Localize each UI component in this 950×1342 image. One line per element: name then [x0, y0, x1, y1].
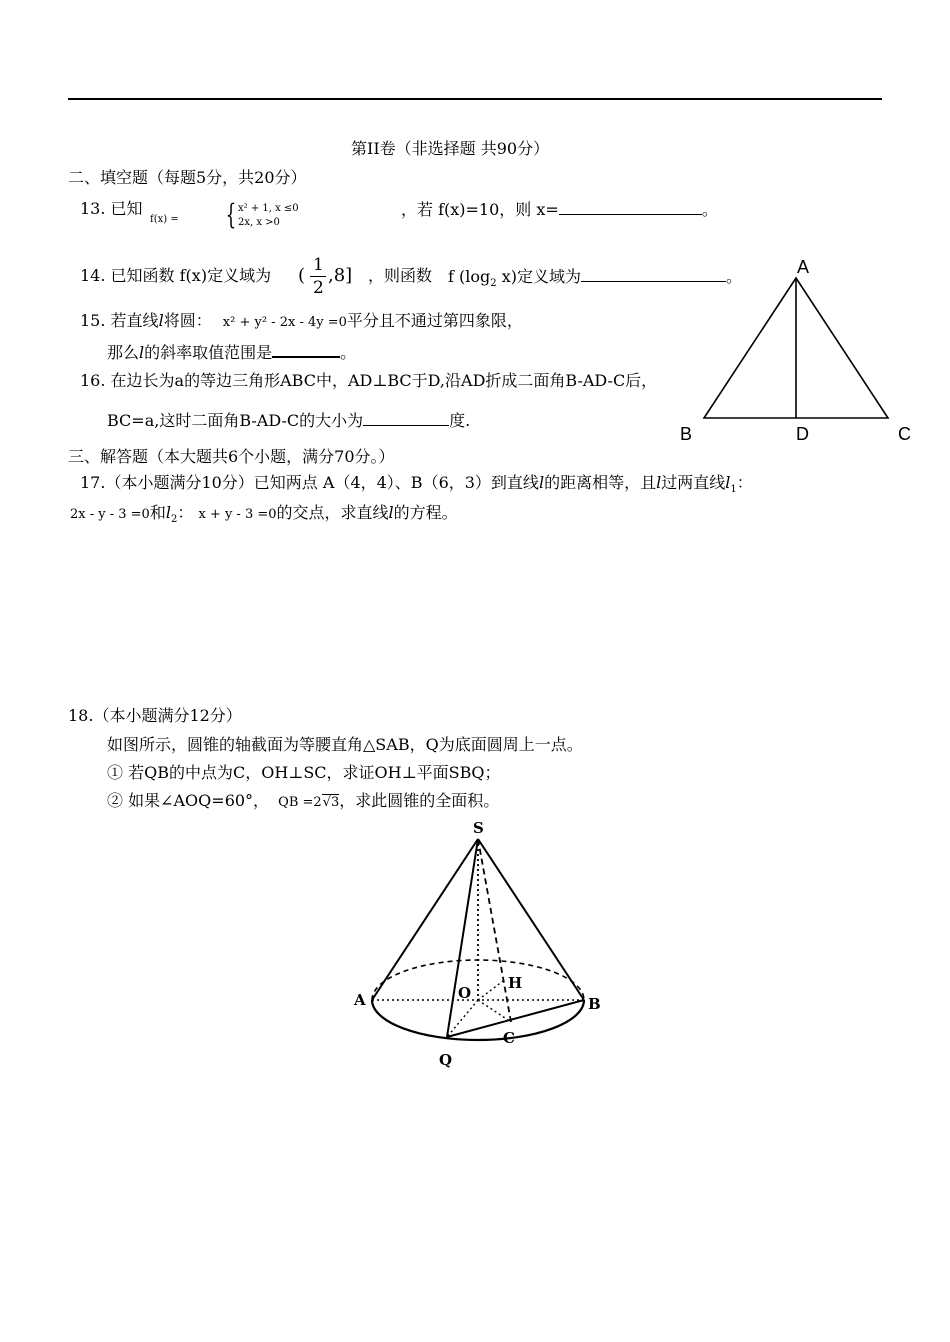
- fill-blank-heading: 二、填空题（每题5分，共20分）: [68, 168, 307, 187]
- section-title: 第II卷（非选择题 共90分）: [351, 139, 550, 158]
- question-18-head: 18.（本小题满分12分）: [68, 706, 242, 725]
- q15-circle-equation: x² + y² - 2x - 4y =0: [222, 315, 347, 330]
- q17-l-c: l: [388, 503, 394, 522]
- q13-fx: f(x) =: [150, 214, 179, 225]
- label-o: O: [458, 984, 472, 1002]
- q18-sqrt: √3: [322, 795, 340, 810]
- label-a: A: [797, 257, 810, 277]
- q17-equation-2: x + y - 3 =0: [198, 507, 277, 522]
- segment-oc: [478, 1000, 511, 1022]
- q15-end: 。: [340, 343, 357, 362]
- q13-lead: 已知: [110, 199, 143, 218]
- generator-sa: [372, 839, 478, 1000]
- q13-number: 13.: [80, 199, 106, 218]
- q15-line2-b: 的斜率取值范围是: [144, 343, 273, 362]
- q17-text-c: 过两直线: [661, 473, 726, 492]
- question-15-line2: [107, 341, 356, 363]
- question-14: [80, 266, 271, 286]
- q13-row1: x² + 1, x ≤0: [238, 203, 299, 214]
- question-17-line2: [70, 503, 458, 530]
- q18-text-b: ，求此圆锥的全面积。: [339, 791, 500, 810]
- q17-l2: l: [165, 503, 171, 522]
- q13-tail-text: ，若 f(x)=10，则 x=: [401, 200, 559, 219]
- q17-colon: ：: [736, 473, 753, 492]
- q14-end: 。: [726, 267, 743, 286]
- chord-qb: [447, 1000, 584, 1037]
- triangle-figure: [676, 256, 926, 446]
- q15-number: 15.: [80, 311, 106, 330]
- question-18-line3: [107, 791, 499, 813]
- q16-unit: 度.: [449, 411, 471, 430]
- question-17-line1: [80, 473, 753, 500]
- question-16-line2: [107, 410, 470, 431]
- q14-lead: 已知函数 f(x)定义域为: [110, 266, 272, 285]
- generator-sq: [447, 839, 478, 1037]
- q15-answer-blank[interactable]: [272, 341, 340, 358]
- q13-tail: [401, 199, 718, 220]
- q16-answer-blank[interactable]: [363, 410, 449, 426]
- q18-qb: QB =2: [278, 795, 322, 810]
- q15-text-a: 若直线: [110, 311, 159, 330]
- q16-number: 16.: [80, 371, 106, 390]
- q18-sqrt-arg: 3: [330, 795, 340, 810]
- question-16-line1: [80, 371, 657, 391]
- q17-equation-1: 2x - y - 3 =0: [70, 507, 150, 522]
- q17-text-a: 17.（本小题满分10分）已知两点 A（4，4）、B（6，3）到直线: [80, 473, 539, 492]
- q14-tail: 定义域为: [516, 267, 581, 286]
- label-b-cone: B: [588, 995, 601, 1013]
- q13-brace: {: [225, 198, 237, 231]
- q14-number: 14.: [80, 266, 106, 285]
- label-b: B: [680, 424, 693, 444]
- segment-sc: [478, 839, 511, 1022]
- label-h: H: [508, 974, 523, 992]
- q17-text-d: 的交点，求直线: [276, 503, 389, 522]
- q14-close: ,8]: [328, 265, 353, 286]
- q14-log-base: 2: [490, 278, 497, 290]
- label-d: D: [796, 424, 809, 444]
- label-q: Q: [439, 1051, 453, 1069]
- question-18-line1: 如图所示，圆锥的轴截面为等腰直角△SAB，Q为底面圆周上一点。: [107, 735, 583, 754]
- question-18-line2: ① 若QB的中点为C，OH⊥SC，求证OH⊥平面SBQ；: [107, 763, 501, 782]
- question-13: [80, 199, 143, 219]
- q14-mid: [368, 266, 432, 286]
- label-c-cone: C: [503, 1029, 515, 1047]
- label-a-cone: A: [354, 991, 366, 1009]
- q16-line2-text: BC=a,这时二面角B-AD-C的大小为: [107, 411, 364, 430]
- q15-text-b: 将圆：: [163, 311, 212, 330]
- q15-l: l: [158, 311, 164, 330]
- q17-colon2: ：: [177, 503, 194, 522]
- q17-l: l: [538, 473, 545, 492]
- q17-text-e: 的方程。: [393, 503, 458, 522]
- q14-fx-b: x): [501, 267, 517, 286]
- generator-sb: [478, 839, 584, 1000]
- q13-end: 。: [701, 200, 718, 219]
- q17-text-b: 的距离相等，且: [544, 473, 657, 492]
- q14-open-paren: (: [298, 265, 306, 286]
- q18-text-a: ② 如果∠AOQ=60°，: [107, 791, 270, 810]
- q14-frac-numerator: 1: [313, 255, 324, 275]
- q15-line2-a: 那么: [107, 343, 140, 362]
- q17-and: 和: [149, 503, 166, 522]
- q17-sub2: 2: [170, 514, 178, 526]
- q14-frac-bar: [310, 276, 326, 277]
- q15-l2: l: [139, 343, 145, 362]
- cone-figure: [345, 812, 615, 1074]
- segment-oh: [478, 981, 503, 1000]
- q14-mid-text: ，则函数: [368, 266, 433, 285]
- q13-answer-blank[interactable]: [559, 199, 702, 215]
- q15-text-c: 平分且不通过第四象限，: [346, 311, 523, 330]
- label-s: S: [473, 819, 484, 837]
- q16-line1-text: 在边长为a的等边三角形ABC中，AD⊥BC于D,沿AD折成二面角B-AD-C后，: [110, 371, 658, 390]
- question-15-line1: [80, 311, 523, 333]
- q17-l-b: l: [656, 473, 662, 492]
- cone-base-front: [372, 1000, 584, 1040]
- q13-row2: 2x, x >0: [238, 217, 280, 228]
- label-c: C: [898, 424, 911, 444]
- q17-l1: l: [725, 473, 731, 492]
- header-rule: [68, 98, 882, 100]
- solve-heading: 三、解答题（本大题共6个小题，满分70分。）: [68, 447, 395, 466]
- q14-frac-denominator: 2: [313, 278, 324, 298]
- q14-fx-a: f (log: [448, 267, 491, 286]
- q17-sub1: 1: [730, 484, 737, 496]
